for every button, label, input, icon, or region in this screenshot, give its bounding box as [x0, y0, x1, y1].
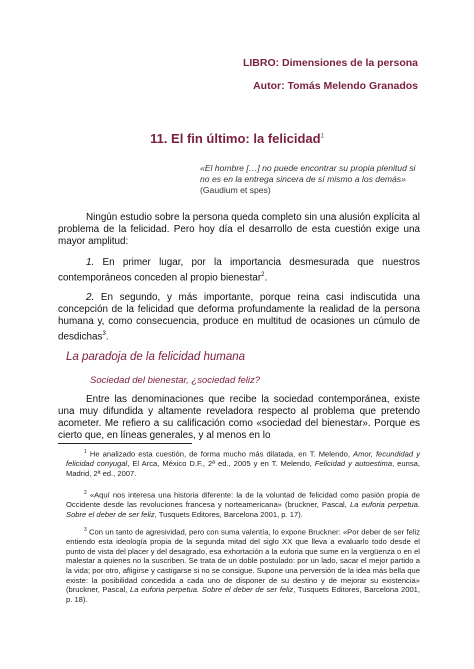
footnote-ref-2[interactable]: 2: [261, 272, 265, 278]
section-heading: La paradoja de la felicidad humana: [66, 351, 246, 363]
footnote-ref-3[interactable]: 3: [102, 331, 106, 337]
footnote-1-number: 1: [84, 449, 87, 455]
paragraph-society-text: Entre las denominaciones que recibe la sociedad contemporánea, existe una muy difundida y altamente reveladora respecto al problema que pretendo acometer. Me refiero a su calificación como «sociedad del bienestar». Porque es cierto que, en líneas generales, y al menos en lo: [58, 394, 420, 441]
paragraph-intro-text: Ningún estudio sobre la persona queda completo sin una alusión explícita al problema de la felicidad. Pero hoy día el desarrollo de esta cuestión exige una mayor amplitud:: [58, 212, 420, 247]
point-1-text: En primer lugar, por la importancia desmesurada que nuestros contemporáneos conceden al propio bienestar: [58, 257, 420, 284]
epigraph-quote: «El hombre […] no puede encontrar su propia plenitud si no es en la entrega sincera de sí mismo a los demás»: [200, 163, 416, 184]
point-2-text: En segundo, y más importante, porque reina casi indiscutida una concepción de la felicidad que deforma profundamente la realidad de la persona humana y, como consecuencia, produce en multitud de ocasiones un cúmulo de desdichas: [58, 292, 420, 343]
point-1-number: 1.: [86, 257, 95, 268]
epigraph: [200, 163, 422, 196]
chapter-title-text: 11. El fin último: la felicidad: [150, 131, 321, 146]
footnote-separator: [58, 443, 192, 444]
author-header: Autor: Tomás Melendo Granados: [253, 80, 418, 92]
footnote-ref-1[interactable]: 1: [320, 133, 324, 140]
footnote-3-number: 3: [84, 527, 87, 533]
footnote-3: [66, 526, 420, 604]
footnote-3-text-2: , Tusquets Editores, Barcelona 2001, p. 18).: [66, 585, 421, 604]
footnote-1-book-1: Amor, fecundidad y felicidad conyugal: [66, 449, 420, 469]
footnote-1: [66, 448, 420, 478]
footnote-2-text-2: , Tusquets Editores, Barcelona 2001, p. 17).: [154, 509, 303, 519]
footnote-2-number: 2: [84, 490, 87, 496]
footnote-1-book-2: Felicidad y autoestima: [314, 459, 393, 469]
footnote-1-text-3: , eunsa, Madrid, 2ª ed., 2007.: [66, 459, 420, 478]
point-2-number: 2.: [86, 292, 95, 303]
footnote-2-text: «Aquí nos interesa una historia diferente: la de la voluntad de felicidad como pasión propia de Occidente desde las revoluciones francesa y norteamericana» (bruckner, Pascal,: [66, 490, 420, 510]
paragraph-intro: [58, 212, 420, 248]
footnote-3-book: La euforia perpetua. Sobre el deber de ser feliz: [130, 585, 294, 595]
subsection-heading: Sociedad del bienestar, ¿sociedad feliz?: [90, 375, 261, 386]
footnote-3-text: Con un tanto de agresividad, pero con suma valentía, lo expone Bruckner: «Por deber de ser feliz entiendo esta ideología propia de la segunda mitad del siglo XX que lleva a evaluarlo todo desde el punto de vista del placer y del desagrado, esa exhortación a la euforia que sume en la vergüenza o en el malestar a quienes no la suscriben. Se trata de un doble postulado: por un lado, sacar el mejor partido a la vida; por otro, afligirse y castigarse si no se consigue. Supone una perversión de la idea más bella que existe: la posibilidad concedida a cada uno de disponer de su destino y de mejorar su existencia» (bruckner, Pascal,: [66, 527, 420, 595]
paragraph-point-1: [58, 257, 420, 284]
paragraph-point-2: [58, 292, 420, 343]
point-1-end: .: [264, 272, 268, 284]
paragraph-society: [58, 394, 420, 442]
epigraph-source: (Gaudium et spes): [200, 185, 271, 195]
footnote-2: [66, 489, 420, 519]
point-2-end: .: [105, 331, 109, 343]
chapter-title: [0, 131, 474, 146]
footnote-1-text-2: , El Arca, México D.F., 2ª ed., 2005 y en T. Melendo,: [127, 459, 315, 469]
footnote-1-text: He analizado esta cuestión, de forma mucho más dilatada, en T. Melendo,: [86, 449, 354, 459]
footnote-2-book: La euforia perpetua. Sobre el deber de ser feliz: [66, 500, 420, 519]
book-title-header: LIBRO: Dimensiones de la persona: [242, 57, 418, 69]
